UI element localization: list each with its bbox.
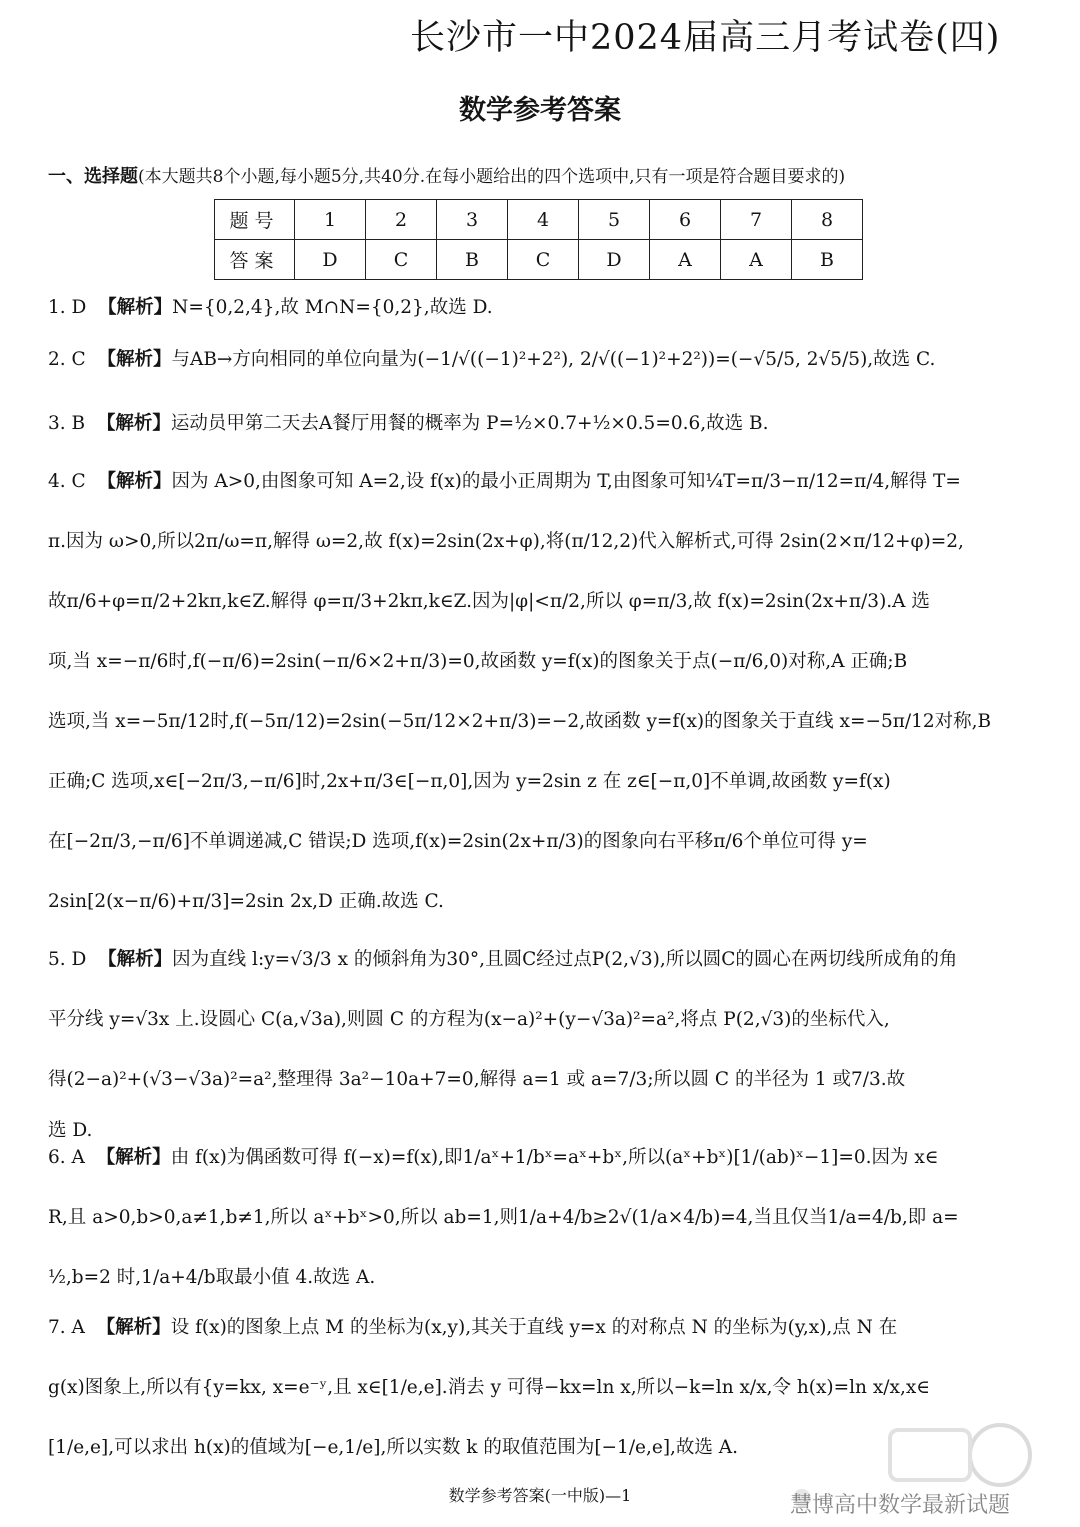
solution-line	[48, 394, 1033, 454]
analysis-tag: 【解析】	[96, 1147, 171, 1168]
solution-line: 正确;C 选项,x∈[−2π/3,−π/6]时,2x+π/3∈[−π,0],因为 y=2sin z 在 z∈[−π,0]不单调,故函数 y=f(x)	[48, 771, 891, 792]
solution-line: 选项,当 x=−5π/12时,f(−5π/12)=2sin(−5π/12×2+π/3)=−2,故函数 y=f(x)的图象关于直线 x=−5π/12对称,B	[48, 711, 992, 732]
table-row-numbers	[215, 200, 863, 240]
section-note: (本大题共8个小题,每小题5分,共40分.在每小题给出的四个选项中,只有一项是符合题目要求的)	[138, 167, 846, 187]
solution-line: R,且 a>0,b>0,a≠1,b≠1,所以 aˣ+bˣ>0,所以 ab=1,则1/a+4/b≥2√(1/a×4/b)=4,当且仅当1/a=4/b,即 a=	[48, 1207, 959, 1228]
item-number: 7. A	[48, 1317, 85, 1338]
item-number: 1. D	[48, 297, 87, 318]
analysis-tag: 【解析】	[97, 349, 172, 370]
solution-line: 在[−2π/3,−π/6]不单调递减,C 错误;D 选项,f(x)=2sin(2x+π/3)的图象向右平移π/6个单位可得 y=	[48, 831, 868, 852]
solution-line: [1/e,e],可以求出 h(x)的值域为[−e,1/e],所以实数 k 的取值范围为[−1/e,e],故选 A.	[48, 1437, 739, 1458]
table-row-answers	[215, 240, 863, 280]
table-cell: A	[721, 240, 792, 280]
analysis-tag: 【解析】	[97, 471, 172, 492]
table-cell: 3	[437, 200, 508, 240]
table-cell: B	[792, 240, 863, 280]
table-cell: 4	[508, 200, 579, 240]
solution-item-4	[48, 452, 1033, 932]
watermark-text: 慧博高中数学最新试题	[790, 1493, 1011, 1518]
table-cell: 7	[721, 200, 792, 240]
line-text: 因为 A>0,由图象可知 A=2,设 f(x)的最小正周期为 T,由图象可知¼T=π/3−π/12=π/4,解得 T=	[171, 471, 961, 492]
document-subtitle: 数学参考答案	[459, 95, 621, 126]
solution-line: g(x)图象上,所以有{y=kx, x=e⁻ʸ,且 x∈[1/e,e].消去 y 可得−kx=ln x,所以−k=ln x/x,令 h(x)=ln x/x,x∈	[48, 1377, 930, 1398]
solution-line	[48, 930, 1033, 990]
table-cell: D	[295, 240, 366, 280]
row-label-answer: 答案	[215, 240, 295, 280]
analysis-tag: 【解析】	[98, 949, 173, 970]
line-text: N={0,2,4},故 M∩N={0,2},故选 D.	[172, 297, 493, 318]
solution-item-5	[48, 930, 1033, 1152]
solution-item-6	[48, 1128, 1033, 1308]
solution-item-1	[48, 278, 1033, 338]
line-text: 设 f(x)的图象上点 M 的坐标为(x,y),其关于直线 y=x 的对称点 N 的坐标为(y,x),点 N 在	[170, 1317, 898, 1338]
item-number: 4. C	[48, 471, 86, 492]
solution-line: 得(2−a)²+(√3−√3a)²=a²,整理得 3a²−10a+7=0,解得 a=1 或 a=7/3;所以圆 C 的半径为 1 或7/3.故	[48, 1069, 906, 1090]
solution-line: 项,当 x=−π/6时,f(−π/6)=2sin(−π/6×2+π/3)=0,故函数 y=f(x)的图象关于点(−π/6,0)对称,A 正确;B	[48, 651, 908, 672]
solution-line: π.因为 ω>0,所以2π/ω=π,解得 ω=2,故 f(x)=2sin(2x+φ),将(π/12,2)代入解析式,可得 2sin(2×π/12+φ)=2,	[48, 531, 964, 552]
section-heading	[48, 162, 1048, 188]
analysis-tag: 【解析】	[96, 1317, 171, 1338]
item-number: 2. C	[48, 349, 86, 370]
item-number: 6. A	[48, 1147, 85, 1168]
solution-line: 选 D.	[48, 1120, 93, 1141]
solution-line	[48, 452, 1033, 512]
document-title: 长沙市一中2024届高三月考试卷(四)	[410, 18, 1001, 58]
line-text: 由 f(x)为偶函数可得 f(−x)=f(x),即1/aˣ+1/bˣ=aˣ+bˣ,所以(aˣ+bˣ)[1/(ab)ˣ−1]=0.因为 x∈	[170, 1147, 939, 1168]
solution-line	[48, 1128, 1033, 1188]
solution-line: 2sin[2(x−π/6)+π/3]=2sin 2x,D 正确.故选 C.	[48, 891, 444, 912]
answer-table	[214, 199, 863, 280]
solution-line	[48, 1298, 1033, 1358]
table-cell: A	[650, 240, 721, 280]
table-cell: 8	[792, 200, 863, 240]
solution-line: 故π/6+φ=π/2+2kπ,k∈Z.解得 φ=π/3+2kπ,k∈Z.因为|φ|<π/2,所以 φ=π/3,故 f(x)=2sin(2x+π/3).A 选	[48, 591, 930, 612]
table-cell: D	[579, 240, 650, 280]
item-number: 3. B	[48, 413, 86, 434]
table-cell: 6	[650, 200, 721, 240]
table-cell: 1	[295, 200, 366, 240]
table-cell: 5	[579, 200, 650, 240]
table-cell: C	[508, 240, 579, 280]
solution-line	[48, 278, 1033, 338]
section-title: 一、选择题	[48, 166, 138, 187]
table-cell: C	[366, 240, 437, 280]
table-cell: B	[437, 240, 508, 280]
analysis-tag: 【解析】	[98, 297, 173, 318]
solution-item-2	[48, 330, 1033, 390]
solution-line: 平分线 y=√3x 上.设圆心 C(a,√3a),则圆 C 的方程为(x−a)²+(y−√3a)²=a²,将点 P(2,√3)的坐标代入,	[48, 1009, 890, 1030]
row-label-number: 题号	[215, 200, 295, 240]
analysis-tag: 【解析】	[96, 413, 171, 434]
item-number: 5. D	[48, 949, 87, 970]
page-footer: 数学参考答案(一中版)—1	[448, 1486, 632, 1505]
solution-line: ½,b=2 时,1/a+4/b取最小值 4.故选 A.	[48, 1267, 376, 1288]
solution-item-3	[48, 394, 1033, 454]
line-text: 运动员甲第二天去A餐厅用餐的概率为 P=½×0.7+½×0.5=0.6,故选 B.	[170, 413, 769, 434]
solution-line	[48, 330, 1033, 390]
table-cell: 2	[366, 200, 437, 240]
line-text: 与AB→方向相同的单位向量为(−1/√((−1)²+2²), 2/√((−1)²+2²))=(−√5/5, 2√5/5),故选 C.	[171, 349, 936, 370]
line-text: 因为直线 l:y=√3/3 x 的倾斜角为30°,且圆C经过点P(2,√3),所以圆C的圆心在两切线所成角的角	[172, 949, 958, 970]
